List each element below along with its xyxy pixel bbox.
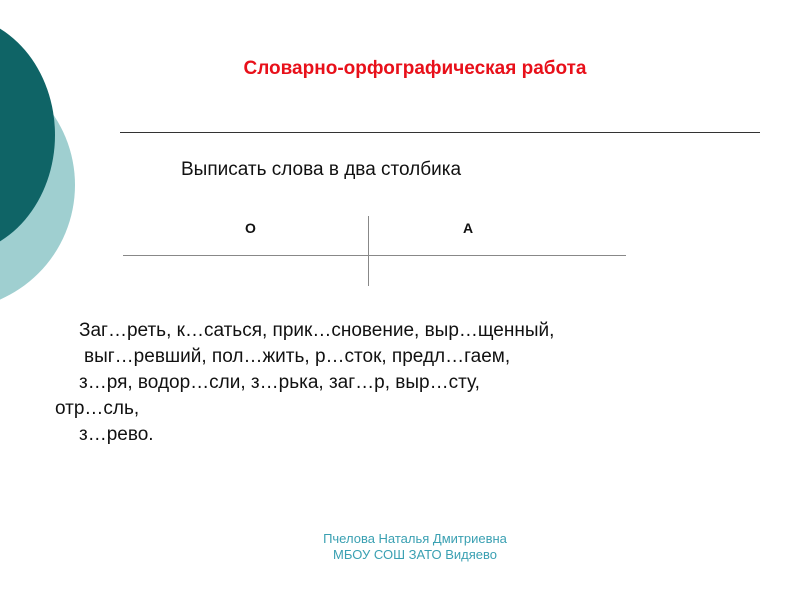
task-instruction: Выписать слова в два столбика [181,159,462,180]
word-line: выг…ревший, пол…жить, р…сток, предл…гаем, [84,346,511,367]
author-name: Пчелова Наталья Дмитриевна [323,531,507,546]
word-line: Заг…реть, к…саться, прик…сновение, выр…щенный, [79,320,555,341]
title-divider [120,132,760,133]
column-header-a: А [463,220,474,236]
word-line: з…рево. [79,424,154,445]
table-vertical-line [368,216,369,286]
column-header-o: О [245,220,256,236]
word-line: з…ря, водор…сли, з…рька, заг…р, выр…сту, [79,372,480,393]
table-horizontal-line [123,255,626,256]
author-credit [200,531,630,563]
author-school: МБОУ СОШ ЗАТО Видяево [332,547,498,562]
slide-title: Словарно-орфографическая работа [243,58,587,79]
word-line: отр…сль, [55,398,140,419]
